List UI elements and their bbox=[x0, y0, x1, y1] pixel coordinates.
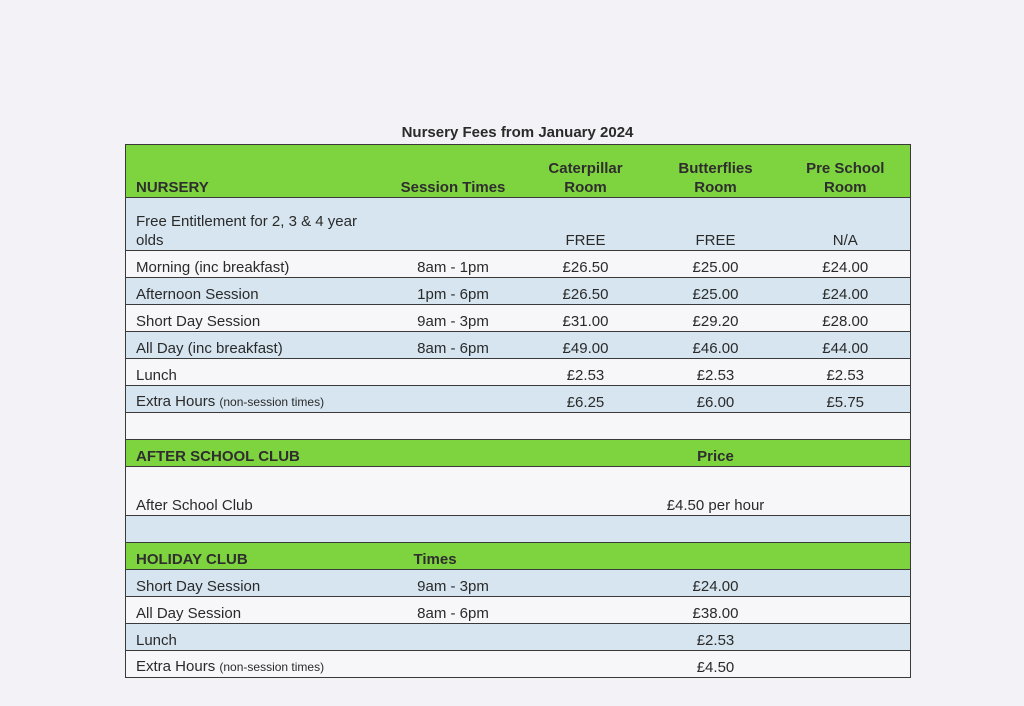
empty-cell bbox=[781, 570, 911, 597]
empty-cell bbox=[521, 570, 651, 597]
row-caterpillar-fee: £26.50 bbox=[521, 251, 651, 278]
table-row bbox=[126, 332, 911, 359]
row-butterflies-fee: FREE bbox=[651, 198, 781, 251]
nursery-header: NURSERY bbox=[126, 145, 386, 198]
fees-table bbox=[125, 144, 911, 678]
table-row bbox=[126, 386, 911, 413]
row-time bbox=[386, 386, 521, 413]
caterpillar-room-header: Caterpillar Room bbox=[521, 145, 651, 198]
row-label: Free Entitlement for 2, 3 & 4 year olds bbox=[126, 198, 386, 251]
spacer-row bbox=[126, 516, 911, 543]
row-preschool-fee: £5.75 bbox=[781, 386, 911, 413]
row-label-note: (non-session times) bbox=[219, 395, 325, 409]
holiday-header-row bbox=[126, 543, 911, 570]
spacer-cell bbox=[126, 413, 911, 440]
empty-cell bbox=[521, 467, 651, 516]
row-label: Lunch bbox=[126, 359, 386, 386]
empty-cell bbox=[386, 440, 521, 467]
after-school-price: £4.50 per hour bbox=[651, 467, 781, 516]
row-label-note: (non-session times) bbox=[219, 660, 325, 674]
nursery-header-row bbox=[126, 145, 911, 198]
empty-cell bbox=[521, 624, 651, 651]
row-caterpillar-fee: £2.53 bbox=[521, 359, 651, 386]
row-preschool-fee: £24.00 bbox=[781, 251, 911, 278]
row-time: 9am - 3pm bbox=[386, 570, 521, 597]
row-price: £4.50 bbox=[651, 651, 781, 678]
row-price: £2.53 bbox=[651, 624, 781, 651]
times-header: Times bbox=[386, 543, 521, 570]
row-preschool-fee: £24.00 bbox=[781, 278, 911, 305]
row-butterflies-fee: £25.00 bbox=[651, 251, 781, 278]
row-time bbox=[386, 359, 521, 386]
after-school-header-row bbox=[126, 440, 911, 467]
table-row bbox=[126, 278, 911, 305]
row-label-text: Extra Hours bbox=[136, 658, 216, 675]
empty-cell bbox=[781, 440, 911, 467]
row-label: Afternoon Session bbox=[126, 278, 386, 305]
row-price: £24.00 bbox=[651, 570, 781, 597]
table-row bbox=[126, 359, 911, 386]
row-preschool-fee: £2.53 bbox=[781, 359, 911, 386]
table-row bbox=[126, 597, 911, 624]
empty-cell bbox=[521, 597, 651, 624]
after-school-header: AFTER SCHOOL CLUB bbox=[126, 440, 386, 467]
table-row bbox=[126, 198, 911, 251]
row-time: 8am - 6pm bbox=[386, 597, 521, 624]
empty-cell bbox=[521, 543, 651, 570]
empty-cell bbox=[781, 651, 911, 678]
row-label: Morning (inc breakfast) bbox=[126, 251, 386, 278]
spacer-cell bbox=[126, 516, 911, 543]
row-butterflies-fee: £46.00 bbox=[651, 332, 781, 359]
row-preschool-fee: N/A bbox=[781, 198, 911, 251]
row-butterflies-fee: £6.00 bbox=[651, 386, 781, 413]
row-caterpillar-fee: £31.00 bbox=[521, 305, 651, 332]
row-label bbox=[126, 651, 386, 678]
preschool-room-header: Pre School Room bbox=[781, 145, 911, 198]
row-label-text: Extra Hours bbox=[136, 393, 216, 410]
price-header: Price bbox=[651, 440, 781, 467]
row-time bbox=[386, 624, 521, 651]
row-label: All Day (inc breakfast) bbox=[126, 332, 386, 359]
session-times-header: Session Times bbox=[386, 145, 521, 198]
table-row bbox=[126, 624, 911, 651]
butterflies-room-header: Butterflies Room bbox=[651, 145, 781, 198]
table-row bbox=[126, 467, 911, 516]
row-label: Short Day Session bbox=[126, 305, 386, 332]
spacer-row bbox=[126, 413, 911, 440]
row-butterflies-fee: £2.53 bbox=[651, 359, 781, 386]
empty-cell bbox=[781, 543, 911, 570]
row-butterflies-fee: £25.00 bbox=[651, 278, 781, 305]
row-time: 8am - 1pm bbox=[386, 251, 521, 278]
empty-cell bbox=[521, 651, 651, 678]
table-row bbox=[126, 570, 911, 597]
row-time bbox=[386, 198, 521, 251]
page-title: Nursery Fees from January 2024 bbox=[401, 124, 634, 141]
empty-cell bbox=[781, 624, 911, 651]
holiday-header: HOLIDAY CLUB bbox=[126, 543, 386, 570]
row-time: 8am - 6pm bbox=[386, 332, 521, 359]
row-caterpillar-fee: £6.25 bbox=[521, 386, 651, 413]
row-caterpillar-fee: £49.00 bbox=[521, 332, 651, 359]
row-caterpillar-fee: FREE bbox=[521, 198, 651, 251]
empty-cell bbox=[521, 440, 651, 467]
row-label bbox=[126, 386, 386, 413]
empty-cell bbox=[651, 543, 781, 570]
row-time: 1pm - 6pm bbox=[386, 278, 521, 305]
row-preschool-fee: £28.00 bbox=[781, 305, 911, 332]
table-row bbox=[126, 305, 911, 332]
empty-cell bbox=[781, 467, 911, 516]
row-price: £38.00 bbox=[651, 597, 781, 624]
empty-cell bbox=[781, 597, 911, 624]
table-row bbox=[126, 251, 911, 278]
table-row bbox=[126, 651, 911, 678]
row-label: All Day Session bbox=[126, 597, 386, 624]
row-caterpillar-fee: £26.50 bbox=[521, 278, 651, 305]
row-label: After School Club bbox=[126, 467, 386, 516]
row-time bbox=[386, 651, 521, 678]
row-preschool-fee: £44.00 bbox=[781, 332, 911, 359]
row-label: Short Day Session bbox=[126, 570, 386, 597]
row-label: Lunch bbox=[126, 624, 386, 651]
row-time: 9am - 3pm bbox=[386, 305, 521, 332]
row-butterflies-fee: £29.20 bbox=[651, 305, 781, 332]
empty-cell bbox=[386, 467, 521, 516]
